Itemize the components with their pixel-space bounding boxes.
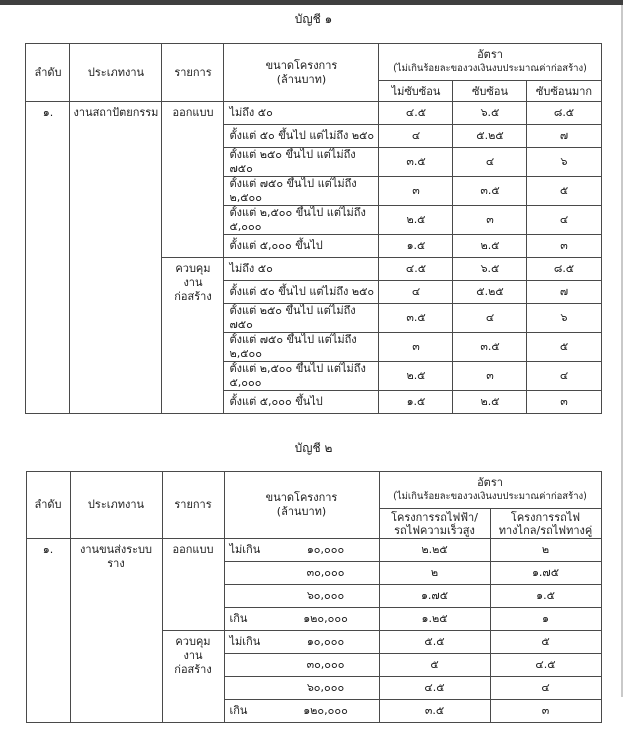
fee-table-2-header: [26, 472, 601, 539]
size-amount: ๑๒๐,๐๐๐: [303, 704, 348, 717]
rate-cell: ๕.๕: [379, 631, 490, 654]
table-row: [26, 102, 601, 125]
project-size-cell: ตั้งแต่ ๒,๕๐๐ ขึ้นไป แต่ไม่ถึง ๕,๐๐๐: [224, 362, 379, 391]
rate-cell: ๒.๕: [379, 362, 453, 391]
rate-cell: ๓: [379, 333, 453, 362]
project-size-cell: ไม่ถึง ๕๐: [224, 258, 379, 281]
size-amount: ๖๐,๐๐๐: [306, 589, 345, 602]
col-header-very-complex: ซับซ้อนมาก: [527, 81, 601, 102]
rate-cell: ๑.๕: [379, 235, 453, 258]
rate-cell: ๖.๕: [453, 102, 527, 125]
item-cell: [162, 102, 224, 258]
size-amount: ๑๐,๐๐๐: [306, 543, 345, 556]
project-size-cell: [224, 631, 379, 654]
project-size-cell: ตั้งแต่ ๗๕๐ ขึ้นไป แต่ไม่ถึง ๒,๕๐๐: [224, 177, 379, 206]
rate-cell: ๔: [379, 281, 453, 304]
rate-cell: ๕: [490, 631, 601, 654]
col-header-work-type: ประเภทงาน: [70, 472, 162, 539]
col-header-item: รายการ: [162, 44, 224, 102]
rate-cell: ๑.๗๕: [379, 585, 490, 608]
project-size-cell: ตั้งแต่ ๒,๕๐๐ ขึ้นไป แต่ไม่ถึง ๕,๐๐๐: [224, 206, 379, 235]
rate-cell: ๒: [379, 562, 490, 585]
window-top-edge-bar: [0, 0, 623, 5]
header-row: [26, 44, 601, 81]
size-qualifier: เกิน: [229, 612, 248, 625]
size-amount: ๖๐,๐๐๐: [306, 681, 345, 694]
fee-table-2-body: [26, 539, 601, 723]
project-size-cell: [224, 700, 379, 723]
col-header-complex: ซับซ้อน: [453, 81, 527, 102]
col-header-project-size: [224, 472, 379, 539]
rate-cell: ๕.๒๕: [453, 125, 527, 148]
rate-cell: ๑.๗๕: [490, 562, 601, 585]
project-size-label-line1: ขนาดโครงการ: [265, 58, 338, 72]
project-size-cell: ตั้งแต่ ๕๐ ขึ้นไป แต่ไม่ถึง ๒๕๐: [224, 281, 379, 304]
rate-cell: ๖: [527, 304, 601, 333]
project-size-cell: ไม่ถึง ๕๐: [224, 102, 379, 125]
rate-cell: ๗: [527, 125, 601, 148]
rate-cell: ๒: [490, 539, 601, 562]
item-cell: [162, 258, 224, 414]
col-header-electric-train: [379, 509, 490, 539]
rate-cell: ๓: [379, 177, 453, 206]
rate-cell: ๔.๕: [379, 102, 453, 125]
rate-cell: ๕: [527, 177, 601, 206]
rate-cell: ๒.๕: [379, 206, 453, 235]
rate-cell: ๕: [379, 654, 490, 677]
size-qualifier: ไม่เกิน: [229, 635, 261, 648]
rate-cell: ๑: [490, 608, 601, 631]
project-size-label-line2: (ล้านบาท): [276, 505, 327, 518]
size-qualifier: ไม่เกิน: [229, 543, 261, 556]
col-header-no: ลำดับ: [26, 44, 70, 102]
rate-cell: ๕.๒๕: [453, 281, 527, 304]
rate-cell: ๕: [527, 333, 601, 362]
col-header-long-distance-train: [490, 509, 601, 539]
project-size-cell: [224, 654, 379, 677]
col-header-work-type: ประเภทงาน: [70, 44, 162, 102]
rate-cell: ๔: [453, 304, 527, 333]
col-header-not-complex: ไม่ซับซ้อน: [379, 81, 453, 102]
item-line: ควบคุม: [175, 635, 211, 648]
rate-label-line1: อัตรา: [477, 476, 503, 489]
rate-cell: ๔.๕: [379, 677, 490, 700]
fee-table-1: [25, 43, 601, 414]
item-cell: [162, 631, 224, 723]
electric-train-line1: โครงการรถไฟฟ้า/: [391, 510, 478, 524]
rate-cell: ๔: [490, 677, 601, 700]
rate-cell: ๑.๕: [379, 391, 453, 414]
col-header-project-size: [224, 44, 379, 102]
table1-title: บัญชี ๑: [294, 12, 333, 26]
item-line: งานก่อสร้าง: [174, 649, 212, 676]
header-row: [26, 472, 601, 509]
rate-label-line1: อัตรา: [477, 48, 503, 61]
rate-cell: ๓: [453, 206, 527, 235]
project-size-cell: ตั้งแต่ ๕,๐๐๐ ขึ้นไป: [224, 235, 379, 258]
rate-cell: ๓.๕: [379, 304, 453, 333]
table2-title: บัญชี ๒: [294, 441, 333, 455]
project-size-cell: [224, 585, 379, 608]
order-cell: ๑.: [26, 102, 70, 414]
rate-cell: ๔: [527, 362, 601, 391]
rate-cell: ๓: [490, 700, 601, 723]
rate-cell: ๒.๕: [453, 235, 527, 258]
item-line: ควบคุม: [175, 262, 211, 275]
rate-cell: ๓: [527, 235, 601, 258]
project-size-cell: [224, 562, 379, 585]
project-size-label-line1: ขนาดโครงการ: [265, 491, 338, 504]
item-cell: [162, 539, 224, 631]
project-size-cell: ตั้งแต่ ๕,๐๐๐ ขึ้นไป: [224, 391, 379, 414]
col-header-no: ลำดับ: [26, 472, 70, 539]
rate-cell: ๖.๕: [453, 258, 527, 281]
rate-cell: ๔: [453, 148, 527, 177]
size-amount: ๑๐,๐๐๐: [306, 635, 345, 648]
long-distance-train-line2: ทางไกล/รถไฟทางคู่: [498, 523, 593, 537]
rate-cell: ๓: [453, 362, 527, 391]
rate-cell: ๓.๕: [453, 333, 527, 362]
project-size-cell: ตั้งแต่ ๗๕๐ ขึ้นไป แต่ไม่ถึง ๒,๕๐๐: [224, 333, 379, 362]
fee-table-2: [26, 471, 602, 723]
work-type-cell: งานขนส่งระบบราง: [70, 539, 162, 723]
size-amount: ๓๐,๐๐๐: [306, 566, 345, 579]
rate-cell: ๑.๕: [490, 585, 601, 608]
rate-cell: ๔: [527, 206, 601, 235]
col-header-rate: [379, 472, 601, 509]
project-size-label-line2: (ล้านบาท): [276, 72, 327, 86]
fee-table-1-body: [26, 102, 601, 414]
col-header-item: รายการ: [162, 472, 224, 539]
size-amount: ๓๐,๐๐๐: [306, 658, 345, 671]
project-size-cell: ตั้งแต่ ๒๕๐ ขึ้นไป แต่ไม่ถึง ๗๕๐: [224, 304, 379, 333]
project-size-cell: [224, 608, 379, 631]
item-line: ออกแบบ: [172, 106, 214, 119]
long-distance-train-line1: โครงการรถไฟ: [510, 510, 581, 524]
rate-cell: ๓.๕: [453, 177, 527, 206]
rate-cell: ๔: [379, 125, 453, 148]
rate-cell: ๒.๒๕: [379, 539, 490, 562]
rate-cell: ๓: [527, 391, 601, 414]
fee-table-1-header: [26, 44, 601, 102]
item-line: งานก่อสร้าง: [174, 276, 212, 303]
project-size-cell: ตั้งแต่ ๕๐ ขึ้นไป แต่ไม่ถึง ๒๕๐: [224, 125, 379, 148]
project-size-cell: [224, 539, 379, 562]
rate-cell: ๖: [527, 148, 601, 177]
rate-cell: ๓.๕: [379, 700, 490, 723]
rate-cell: ๔.๕: [490, 654, 601, 677]
size-amount: ๑๒๐,๐๐๐: [303, 612, 348, 625]
rate-label-line2: (ไม่เกินร้อยละของวงเงินงบประมาณค่าก่อสร้าง): [393, 491, 587, 502]
table-row: [26, 539, 601, 562]
project-size-cell: ตั้งแต่ ๒๕๐ ขึ้นไป แต่ไม่ถึง ๗๕๐: [224, 148, 379, 177]
electric-train-line2: รถไฟความเร็วสูง: [394, 523, 475, 537]
rate-cell: ๘.๕: [527, 258, 601, 281]
order-cell: ๑.: [26, 539, 70, 723]
project-size-cell: [224, 677, 379, 700]
item-line: ออกแบบ: [172, 543, 214, 556]
rate-cell: ๑.๒๕: [379, 608, 490, 631]
rate-cell: ๘.๕: [527, 102, 601, 125]
page-edge-line: [621, 5, 623, 697]
rate-cell: ๓.๕: [379, 148, 453, 177]
size-qualifier: เกิน: [229, 704, 248, 717]
col-header-rate: [379, 44, 601, 81]
rate-label-line2: (ไม่เกินร้อยละของวงเงินงบประมาณค่าก่อสร้าง): [393, 63, 587, 74]
rate-cell: ๒.๕: [453, 391, 527, 414]
work-type-cell: งานสถาปัตยกรรม: [70, 102, 162, 414]
rate-cell: ๔.๕: [379, 258, 453, 281]
rate-cell: ๗: [527, 281, 601, 304]
